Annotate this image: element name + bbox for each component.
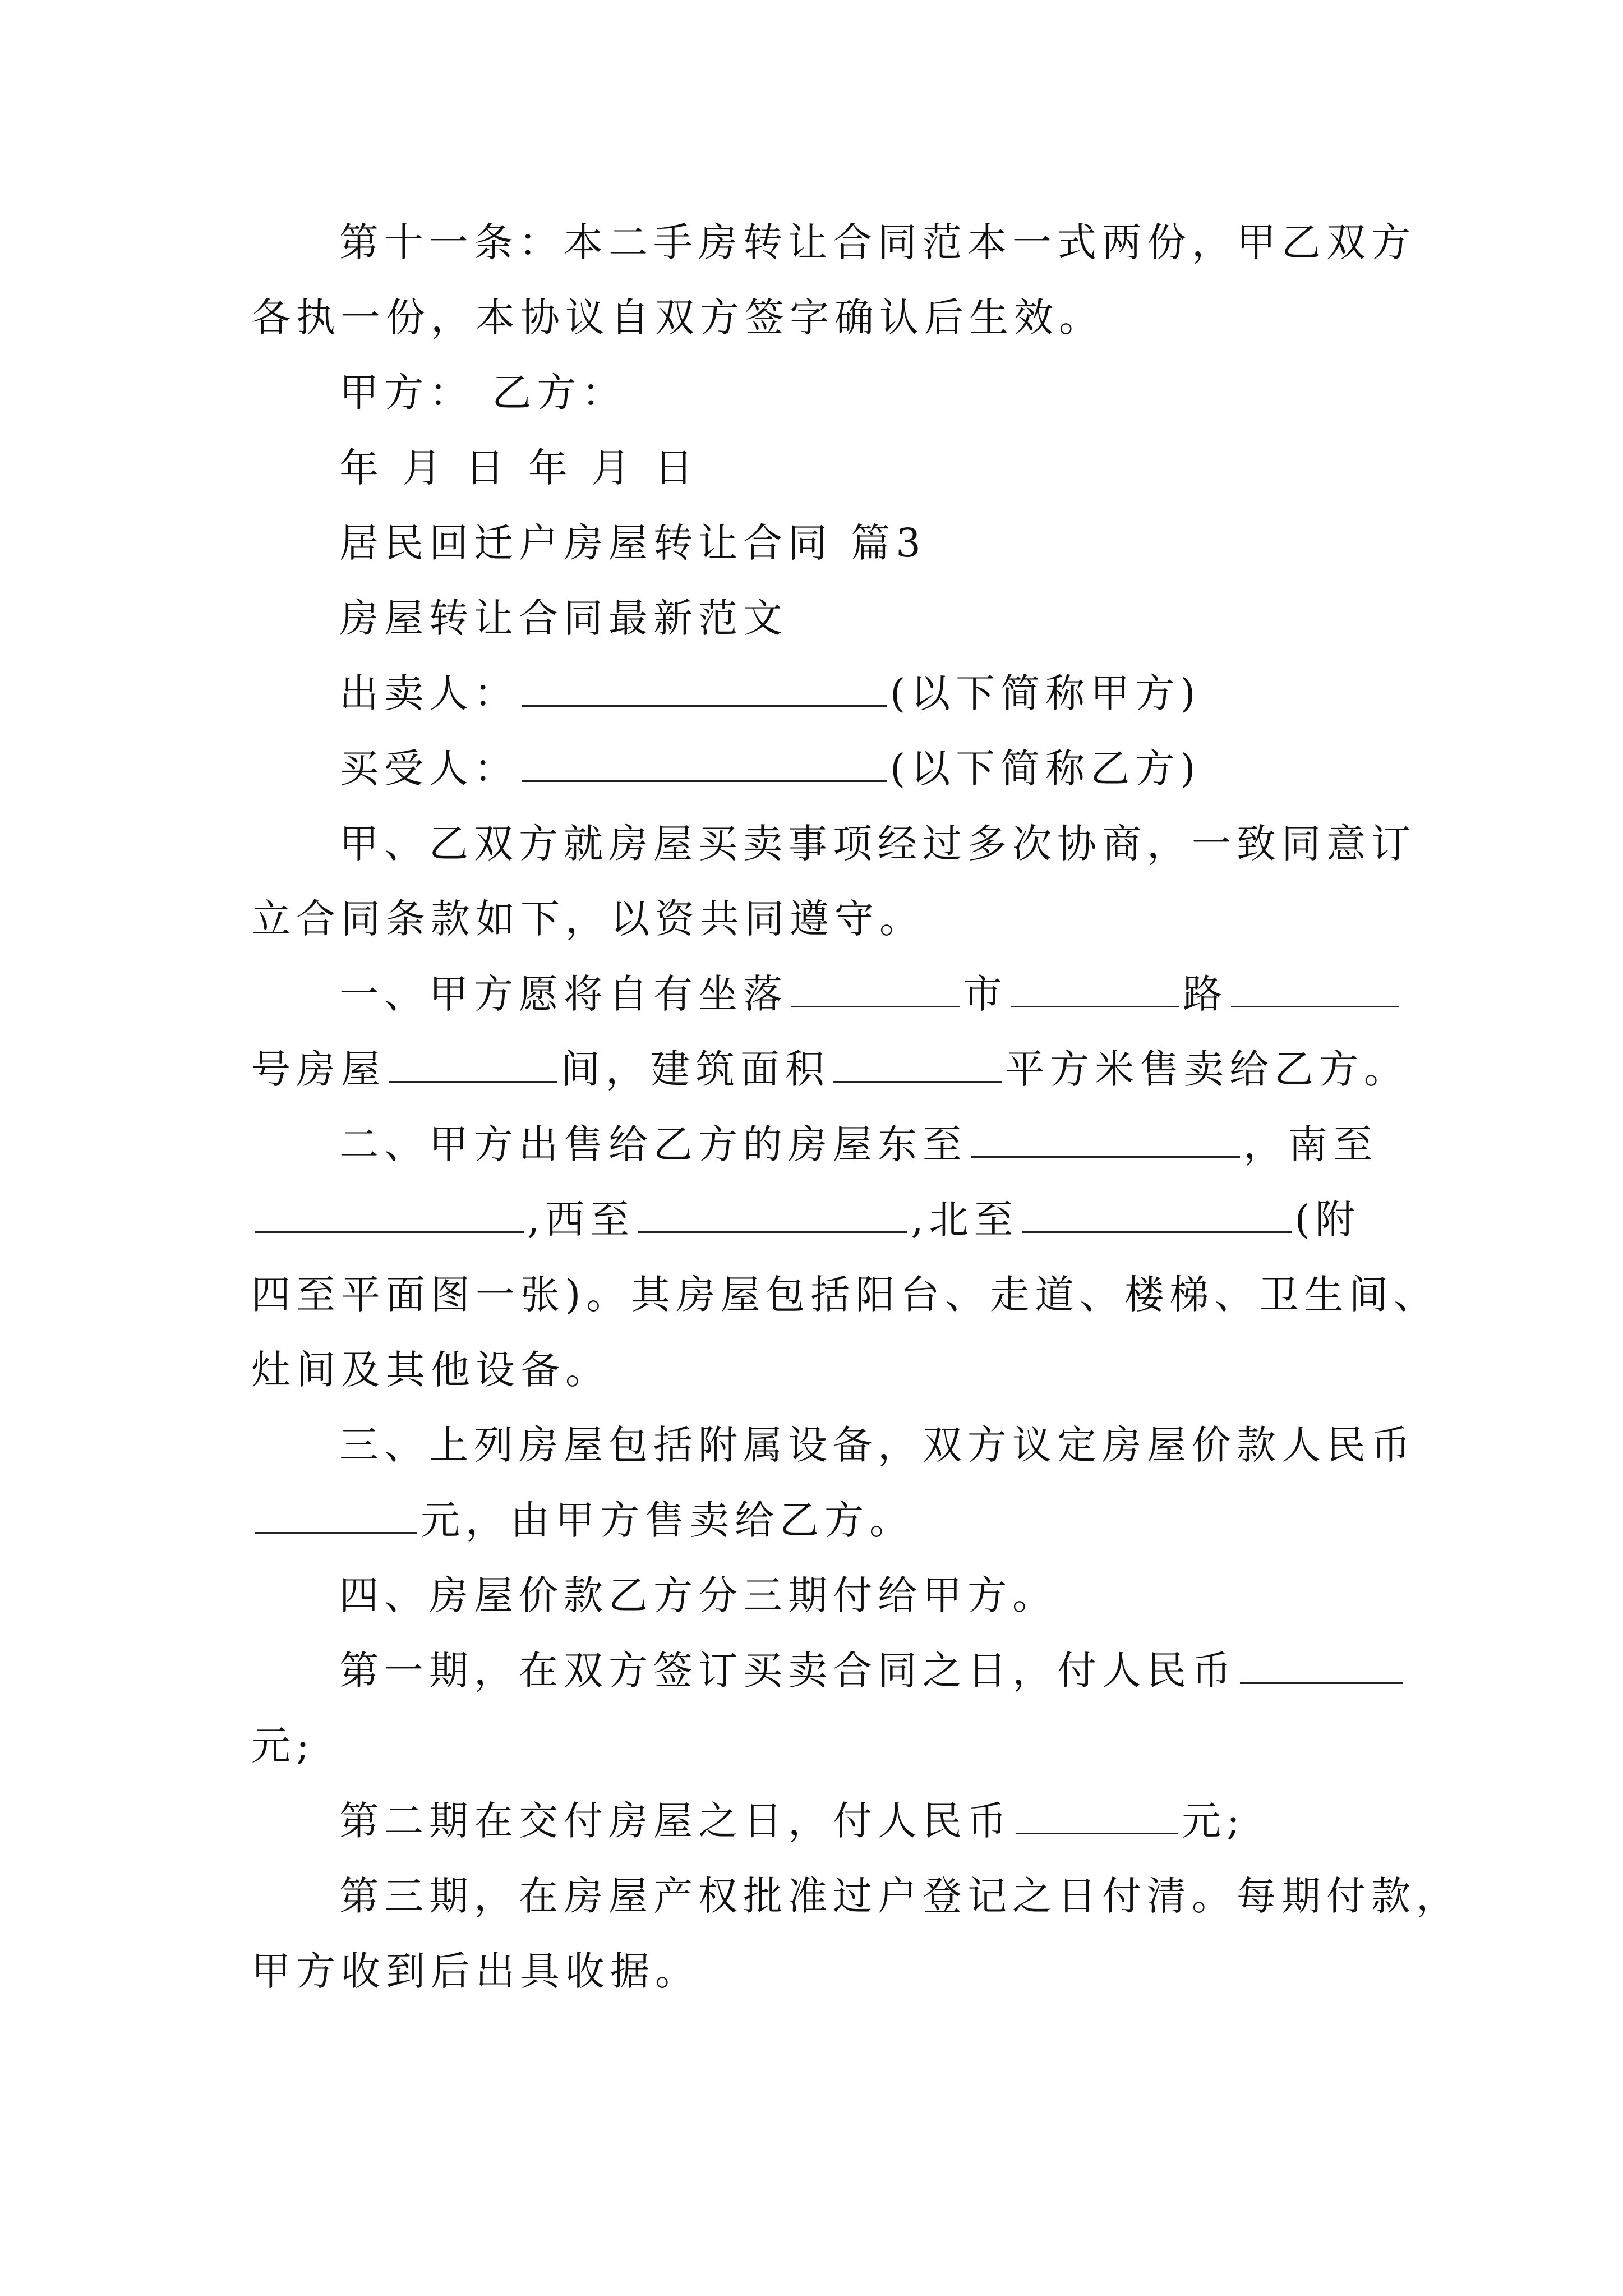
- clause-3-line-1: [339, 1417, 1416, 1473]
- signature-date-line: [339, 440, 699, 496]
- text: 三、上列房屋包括附属设备，双方议定房屋价款人民币: [339, 1422, 1416, 1468]
- clause-2-line-4: [251, 1342, 610, 1398]
- price-blank: [255, 1493, 417, 1534]
- text: 各执一份，本协议自双方签字确认后生效。: [251, 295, 1104, 341]
- rooms-blank: [389, 1042, 557, 1083]
- text: 第二期在交付房屋之日，付人民币: [339, 1798, 1012, 1844]
- text: 元;: [251, 1723, 315, 1769]
- south-blank: [255, 1192, 524, 1233]
- text: 立合同条款如下，以资共同遵守。: [251, 896, 924, 942]
- city-blank: [791, 967, 960, 1007]
- text: 甲方收到后出具收据。: [251, 1948, 700, 1994]
- clause-2-line-1: [339, 1116, 1378, 1172]
- north-blank: [1022, 1192, 1292, 1233]
- seller-label: 出卖人：: [339, 670, 519, 716]
- article-11-line-1: [339, 214, 1416, 270]
- text: 甲、乙双方就房屋买卖事项经过多次协商，一致同意订: [339, 821, 1416, 867]
- road-blank: [1011, 967, 1179, 1007]
- text: 路: [1183, 971, 1228, 1017]
- preamble-line-2: [251, 891, 924, 947]
- text: 四至平面图一张)。其房屋包括阳台、走道、楼梯、卫生间、: [251, 1272, 1439, 1318]
- payment-3-line-1: [339, 1868, 1461, 1924]
- text: 元;: [1182, 1798, 1246, 1844]
- buyer-label: 买受人：: [339, 746, 519, 792]
- payment-2-blank: [1016, 1793, 1178, 1834]
- text: 二、甲方出售给乙方的房屋东至: [339, 1121, 967, 1167]
- text: 年 月 日 年 月 日: [339, 445, 699, 491]
- clause-1-line-1: [339, 966, 1403, 1022]
- payment-1-blank: [1240, 1643, 1403, 1684]
- text: ，南至: [1243, 1121, 1378, 1167]
- area-blank: [833, 1042, 1002, 1083]
- clause-3-line-2: [251, 1492, 914, 1548]
- text: (附: [1294, 1197, 1361, 1243]
- text: 号房屋: [251, 1046, 386, 1092]
- text: ,西至: [527, 1197, 635, 1243]
- clause-2-line-2: [251, 1191, 1361, 1248]
- text: 元，由甲方售卖给乙方。: [421, 1497, 914, 1543]
- payment-1-line-1: [339, 1642, 1406, 1699]
- clause-2-line-3: [251, 1267, 1438, 1323]
- clause-1-line-2: [251, 1041, 1409, 1097]
- seller-blank: [522, 666, 887, 707]
- text: 间，建筑面积: [561, 1046, 830, 1092]
- buyer-line: [339, 740, 1201, 797]
- text: 居民回迁户房屋转让合同 篇3: [339, 520, 926, 566]
- payment-3-line-2: [251, 1943, 700, 1999]
- payment-1-line-2: [251, 1718, 315, 1774]
- seller-line: [339, 665, 1201, 721]
- text: 第一期，在双方签订买卖合同之日，付人民币: [339, 1648, 1237, 1694]
- seller-note: (以下简称甲方): [890, 670, 1201, 716]
- contract-title: [339, 590, 788, 646]
- section-heading: [339, 515, 926, 571]
- text: 市: [963, 971, 1008, 1017]
- text: 灶间及其他设备。: [251, 1347, 610, 1393]
- buyer-note: (以下简称乙方): [890, 746, 1201, 792]
- signature-parties-line: [339, 365, 626, 421]
- text: 甲方： 乙方：: [339, 370, 627, 416]
- text: 一、甲方愿将自有坐落: [339, 971, 788, 1017]
- payment-2-line: [339, 1793, 1246, 1849]
- preamble-line-1: [339, 816, 1416, 872]
- east-blank: [971, 1117, 1240, 1158]
- text: 第十一条：本二手房转让合同范本一式两份，甲乙双方: [339, 219, 1416, 265]
- clause-4-line-1: [339, 1567, 1057, 1623]
- text: ,北至: [911, 1197, 1019, 1243]
- text: 平方米售卖给乙方。: [1005, 1046, 1409, 1092]
- text: 四、房屋价款乙方分三期付给甲方。: [339, 1572, 1057, 1618]
- article-11-line-2: [251, 289, 1104, 346]
- buyer-blank: [522, 741, 887, 782]
- text: 房屋转让合同最新范文: [339, 595, 788, 641]
- number-blank: [1231, 967, 1399, 1007]
- west-blank: [638, 1192, 907, 1233]
- text: 第三期，在房屋产权批准过户登记之日付清。每期付款，: [339, 1873, 1461, 1919]
